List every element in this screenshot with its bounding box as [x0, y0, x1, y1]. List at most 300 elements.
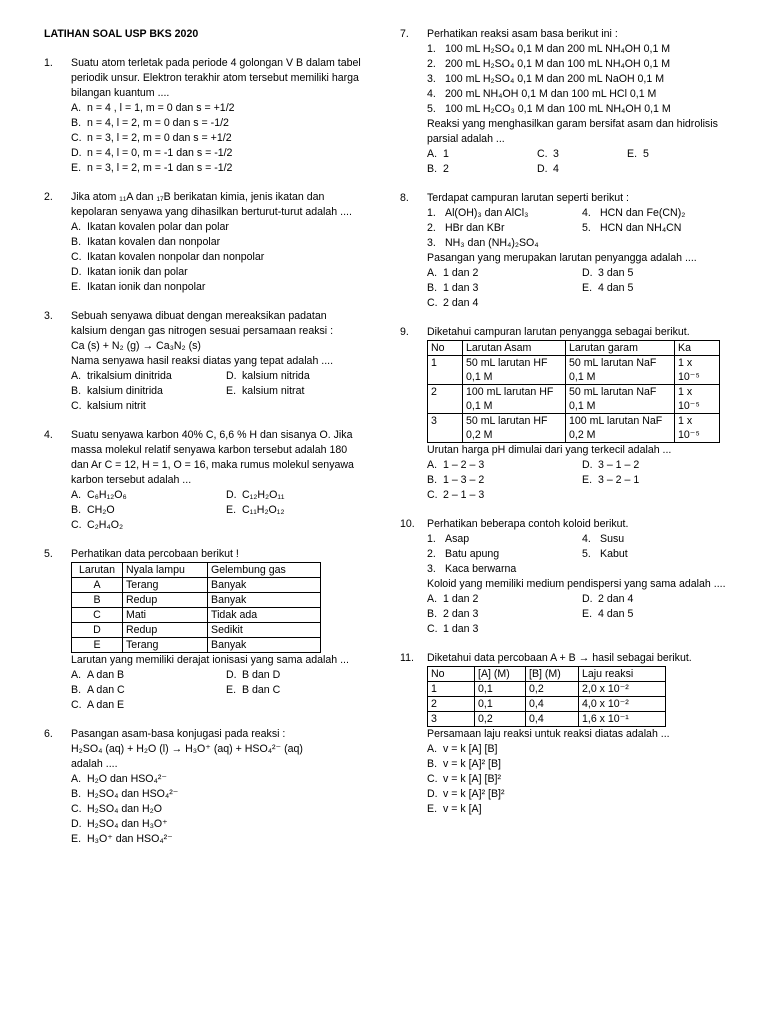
option-text: 1 dan 3 [443, 282, 479, 294]
question-2 [44, 190, 364, 295]
option-list [71, 220, 364, 295]
data-table [427, 340, 720, 443]
answer-option [71, 369, 226, 384]
table-cell: Banyak [208, 593, 321, 608]
table-cell: A [72, 578, 123, 593]
table-cell: E [72, 638, 123, 653]
option-letter: A. [71, 669, 82, 681]
option-letter: B. [71, 788, 82, 800]
question-number: 4. [44, 429, 53, 441]
question-prompt: Reaksi yang menghasilkan garam bersifat asam dan hidrolisis parsial adalah ... [427, 118, 718, 145]
table-cell: 3 [428, 414, 463, 443]
option-letter: B. [427, 474, 438, 486]
option-text: 1 dan 3 [443, 623, 479, 635]
option-letter: E. [427, 803, 438, 815]
table-row [72, 578, 321, 593]
data-table [71, 562, 321, 653]
option-letter: D. [226, 370, 237, 382]
question-prompt: Larutan yang memiliki derajat ionisasi yang sama adalah ... [71, 654, 349, 666]
answer-option [71, 146, 364, 161]
option-text: H₂SO₄ dan HSO₄²⁻ [87, 788, 179, 800]
question-stem: Sebuah senyawa dibuat dengan mereaksikan padatan kalsium dengan gas nitrogen sesuai persamaan reaksi : [71, 310, 334, 337]
answer-option [71, 265, 364, 280]
question-number: 3. [44, 310, 53, 322]
question-7 [400, 27, 730, 177]
option-letter: D. [582, 593, 593, 605]
item-text: 100 mL H₂SO₄ 0,1 M dan 200 mL NaOH 0,1 M [445, 73, 665, 85]
item-number: 2. [427, 548, 436, 560]
left-question-list [44, 56, 364, 533]
option-letter: A. [427, 743, 438, 755]
option-text: 3 – 2 – 1 [598, 474, 640, 486]
question-8 [400, 191, 730, 311]
question-5 [44, 547, 364, 713]
table-row [428, 385, 720, 414]
reaction-equation: Ca (s) + N₂ (g) → Ca₃N₂ (s) [71, 340, 201, 352]
option-letter: B. [427, 758, 438, 770]
question-stem: Perhatikan reaksi asam basa berikut ini : [427, 28, 618, 40]
table-header: [B] (M) [526, 667, 579, 682]
question-prompt: Urutan harga pH dimulai dari yang terkecil adalah ... [427, 444, 672, 456]
table-cell: 0,1 [475, 682, 526, 697]
answer-option [427, 802, 730, 817]
item-number: 1. [427, 43, 436, 55]
page-title: LATIHAN SOAL USP BKS 2020 [44, 28, 199, 40]
option-letter: C. [427, 297, 438, 309]
question-number: 1. [44, 57, 53, 69]
option-text: 3 [553, 148, 559, 160]
table-cell: 1 x 10⁻⁵ [675, 385, 720, 414]
answer-option [71, 698, 226, 713]
question-stem: Suatu senyawa karbon 40% C, 6,6 % H dan sisanya O. Jika massa molekul relatif senyawa karbon tersebut adalah 180 dan Ar C = 12, H = 1, O = 16, maka rumus molekul senyawa karbon tersebut adalah ... [71, 429, 354, 486]
option-letter: A. [427, 267, 438, 279]
option-text: 4 dan 5 [598, 282, 634, 294]
option-text: Ikatan ionik dan nonpolar [87, 281, 206, 293]
item-number: 4. [582, 533, 591, 545]
list-item [427, 206, 582, 221]
item-number: 2. [427, 58, 436, 70]
table-cell: Banyak [208, 578, 321, 593]
option-letter: C. [427, 623, 438, 635]
answer-option [71, 116, 364, 131]
question-10 [400, 517, 730, 637]
option-text: Ikatan kovalen polar dan polar [87, 221, 229, 233]
option-letter: D. [226, 669, 237, 681]
option-text: A dan C [87, 684, 125, 696]
answer-option [427, 266, 582, 281]
option-list [427, 592, 730, 637]
answer-option [71, 250, 364, 265]
item-text: Susu [600, 533, 625, 545]
question-number: 5. [44, 548, 53, 560]
answer-option [71, 668, 226, 683]
answer-option [71, 101, 364, 116]
table-header: Ka [675, 341, 720, 356]
answer-option [427, 607, 582, 622]
option-text: C₂H₄O₂ [87, 519, 124, 531]
answer-option [226, 503, 364, 518]
question-number: 11. [400, 652, 414, 664]
question-prompt: Koloid yang memiliki medium pendispersi yang sama adalah .... [427, 578, 726, 590]
list-item [427, 87, 730, 102]
list-item [582, 221, 730, 236]
answer-option [582, 592, 730, 607]
question-number: 9. [400, 326, 409, 338]
table-cell: 100 mL larutan HF 0,1 M [463, 385, 566, 414]
option-letter: D. [537, 163, 548, 175]
answer-option [71, 399, 226, 414]
option-letter: E. [582, 608, 593, 620]
table-cell: Terang [123, 638, 208, 653]
table-header-row [72, 563, 321, 578]
option-text: trikalsium dinitrida [87, 370, 172, 382]
answer-option [71, 384, 226, 399]
question-11 [400, 651, 730, 817]
item-number: 3. [427, 563, 436, 575]
list-item [427, 532, 582, 547]
data-table [427, 666, 666, 727]
question-stem: Perhatikan data percobaan berikut ! [71, 548, 239, 560]
list-item [427, 42, 730, 57]
answer-option [627, 147, 730, 162]
option-letter: A. [427, 148, 438, 160]
question-body [71, 428, 364, 533]
option-letter: A. [71, 370, 82, 382]
option-text: kalsium nitrat [242, 385, 305, 397]
answer-option [427, 281, 582, 296]
item-text: Kaca berwarna [445, 563, 517, 575]
answer-option [226, 683, 364, 698]
option-letter: C. [71, 400, 82, 412]
option-text: Ikatan kovalen nonpolar dan nonpolar [87, 251, 265, 263]
answer-option [427, 772, 730, 787]
option-text: v = k [A]² [B] [443, 758, 501, 770]
answer-option [427, 473, 582, 488]
option-text: B dan C [242, 684, 281, 696]
option-text: C₁₁H₂O₁₂ [242, 504, 285, 516]
question-number: 7. [400, 28, 409, 40]
table-header: No [428, 667, 475, 682]
option-list [71, 369, 364, 414]
table-cell: 50 mL larutan NaF 0,1 M [566, 356, 675, 385]
list-item [427, 102, 730, 117]
question-body [71, 547, 364, 713]
answer-option [71, 802, 364, 817]
list-item [427, 547, 582, 562]
option-text: 1 – 3 – 2 [443, 474, 485, 486]
answer-option [226, 668, 364, 683]
table-cell: 0,4 [526, 697, 579, 712]
option-text: 3 – 1 – 2 [598, 459, 640, 471]
answer-option [537, 162, 627, 177]
item-number: 4. [582, 207, 591, 219]
item-text: HCN dan NH₄CN [600, 222, 682, 234]
answer-option [427, 787, 730, 802]
option-text: 2 – 1 – 3 [443, 489, 485, 501]
answer-option [427, 458, 582, 473]
answer-option [537, 147, 627, 162]
item-text: Asap [445, 533, 470, 545]
table-cell: 1 x 10⁻⁵ [675, 356, 720, 385]
list-item [427, 57, 730, 72]
item-number: 2. [427, 222, 436, 234]
item-text: NH₃ dan (NH₄)₂SO₄ [445, 237, 539, 249]
option-letter: C. [427, 773, 438, 785]
table-row [72, 638, 321, 653]
answer-option [582, 473, 730, 488]
answer-option [582, 281, 730, 296]
table-header-row [428, 667, 666, 682]
answer-option [582, 458, 730, 473]
option-text: n = 4, l = 2, m = 0 dan s = -1/2 [87, 117, 229, 129]
table-row [72, 608, 321, 623]
option-text: 1 [443, 148, 449, 160]
option-letter: B. [427, 282, 438, 294]
answer-option [71, 817, 364, 832]
option-letter: C. [71, 251, 82, 263]
table-row [428, 682, 666, 697]
option-text: kalsium nitrit [87, 400, 146, 412]
table-cell: Mati [123, 608, 208, 623]
table-row [72, 623, 321, 638]
option-text: 5 [643, 148, 649, 160]
list-item [582, 547, 730, 562]
answer-option [71, 683, 226, 698]
table-header: Gelembung gas [208, 563, 321, 578]
question-body [71, 727, 364, 847]
question-1 [44, 56, 364, 176]
answer-option [71, 503, 226, 518]
option-letter: B. [71, 684, 82, 696]
answer-option [582, 266, 730, 281]
question-body [427, 325, 730, 503]
list-item [427, 72, 730, 87]
option-letter: E. [226, 504, 237, 516]
option-letter: E. [71, 281, 82, 293]
item-number: 3. [427, 237, 436, 249]
table-row [428, 414, 720, 443]
table-cell: 3 [428, 712, 475, 727]
option-text: v = k [A] [B]² [443, 773, 501, 785]
option-text: kalsium nitrida [242, 370, 310, 382]
list-item [427, 236, 582, 251]
option-letter: B. [427, 163, 438, 175]
answer-option [427, 296, 582, 311]
table-header: [A] (M) [475, 667, 526, 682]
left-column [44, 27, 364, 861]
option-letter: C. [427, 489, 438, 501]
table-cell: 1 [428, 356, 463, 385]
option-text: 2 dan 4 [598, 593, 634, 605]
option-text: C₁₂H₂O₁₁ [242, 489, 285, 501]
option-letter: B. [427, 608, 438, 620]
option-letter: E. [226, 385, 237, 397]
option-letter: A. [71, 221, 82, 233]
item-number: 4. [427, 88, 436, 100]
option-text: Ikatan kovalen dan nonpolar [87, 236, 221, 248]
option-text: H₂SO₄ dan H₃O⁺ [87, 818, 168, 830]
option-letter: C. [71, 699, 82, 711]
option-letter: B. [71, 236, 82, 248]
question-body [427, 517, 730, 637]
answer-option [71, 787, 364, 802]
option-text: B dan D [242, 669, 281, 681]
question-6 [44, 727, 364, 847]
option-letter: C. [71, 519, 82, 531]
option-text: 4 dan 5 [598, 608, 634, 620]
item-text: 200 mL H₂SO₄ 0,1 M dan 100 mL NH₄OH 0,1 M [445, 58, 671, 70]
item-text: 100 mL H₂CO₃ 0,1 M dan 100 mL NH₄OH 0,1 M [445, 103, 671, 115]
table-cell: 50 mL larutan NaF 0,1 M [566, 385, 675, 414]
option-text: H₂O dan HSO₄²⁻ [87, 773, 167, 785]
answer-option [71, 772, 364, 787]
answer-option [71, 832, 364, 847]
option-list [71, 101, 364, 176]
option-letter: D. [582, 267, 593, 279]
option-text: 4 [553, 163, 559, 175]
table-cell: 1 [428, 682, 475, 697]
option-text: A dan E [87, 699, 125, 711]
option-text: CH₂O [87, 504, 115, 516]
table-row [428, 697, 666, 712]
question-prompt: Persamaan laju reaksi untuk reaksi diatas adalah ... [427, 728, 670, 740]
answer-option [427, 742, 730, 757]
option-list [427, 266, 730, 311]
answer-option [427, 162, 537, 177]
option-letter: D. [226, 489, 237, 501]
table-cell: 1,6 x 10⁻¹ [579, 712, 666, 727]
table-header: No [428, 341, 463, 356]
answer-option [226, 488, 364, 503]
option-text: kalsium dinitrida [87, 385, 163, 397]
option-text: Ikatan ionik dan polar [87, 266, 188, 278]
reaction-equation: H₂SO₄ (aq) + H₂O (l) → H₃O⁺ (aq) + HSO₄²⁻ (aq) [71, 743, 303, 755]
option-letter: D. [582, 459, 593, 471]
table-cell: 0,4 [526, 712, 579, 727]
list-item [427, 221, 582, 236]
question-body [427, 191, 730, 311]
table-cell: Sedikit [208, 623, 321, 638]
answer-option [582, 607, 730, 622]
table-cell: 1 x 10⁻⁵ [675, 414, 720, 443]
table-cell: Tidak ada [208, 608, 321, 623]
option-text: v = k [A]² [B]² [443, 788, 505, 800]
list-item [582, 532, 730, 547]
option-text: A dan B [87, 669, 125, 681]
question-body [427, 27, 730, 177]
question-stem: Diketahui campuran larutan penyangga sebagai berikut. [427, 326, 690, 338]
item-text: Kabut [600, 548, 628, 560]
question-number: 2. [44, 191, 53, 203]
option-text: v = k [A] [B] [443, 743, 498, 755]
table-cell: B [72, 593, 123, 608]
option-letter: C. [71, 132, 82, 144]
option-text: n = 4, l = 0, m = -1 dan s = -1/2 [87, 147, 233, 159]
table-header: Laju reaksi [579, 667, 666, 682]
option-letter: C. [537, 148, 548, 160]
question-stem: Terdapat campuran larutan seperti berikut : [427, 192, 629, 204]
table-cell: 0,2 [526, 682, 579, 697]
table-cell: Redup [123, 623, 208, 638]
question-stem: Pasangan asam-basa konjugasi pada reaksi : [71, 728, 286, 740]
option-text: n = 4 , l = 1, m = 0 dan s = +1/2 [87, 102, 235, 114]
item-number: 3. [427, 73, 436, 85]
option-letter: A. [71, 102, 82, 114]
option-text: C₆H₁₂O₆ [87, 489, 127, 501]
item-list [427, 532, 730, 577]
option-list [71, 488, 364, 533]
table-cell: 0,2 [475, 712, 526, 727]
option-letter: E. [627, 148, 638, 160]
question-number: 6. [44, 728, 53, 740]
question-stem: Jika atom ₁₁A dan ₁₇B berikatan kimia, jenis ikatan dan kepolaran senyawa yang dihasilkan berturut-turut adalah .... [71, 191, 352, 218]
table-cell: 4,0 x 10⁻² [579, 697, 666, 712]
option-letter: E. [71, 162, 82, 174]
table-row [428, 712, 666, 727]
table-header-row [428, 341, 720, 356]
table-header: Larutan Asam [463, 341, 566, 356]
option-letter: A. [427, 459, 438, 471]
option-letter: B. [71, 385, 82, 397]
option-list [71, 772, 364, 847]
item-text: HBr dan KBr [445, 222, 505, 234]
list-item [582, 206, 730, 221]
answer-option [71, 161, 364, 176]
table-cell: C [72, 608, 123, 623]
option-letter: D. [71, 147, 82, 159]
answer-option [427, 757, 730, 772]
option-text: H₃O⁺ dan HSO₄²⁻ [87, 833, 173, 845]
question-9 [400, 325, 730, 503]
question-number: 10. [400, 518, 415, 530]
answer-option [427, 147, 537, 162]
option-text: n = 3, l = 2, m = -1 dan s = -1/2 [87, 162, 233, 174]
option-letter: E. [71, 833, 82, 845]
question-3 [44, 309, 364, 414]
right-column [400, 27, 730, 831]
table-cell: 2 [428, 697, 475, 712]
table-cell: 100 mL larutan NaF 0,2 M [566, 414, 675, 443]
question-stem: Nama senyawa hasil reaksi diatas yang tepat adalah .... [71, 355, 334, 367]
item-number: 1. [427, 533, 436, 545]
table-cell: 50 mL larutan HF 0,2 M [463, 414, 566, 443]
item-text: HCN dan Fe(CN)₂ [600, 207, 686, 219]
item-number: 5. [582, 548, 591, 560]
table-cell: Redup [123, 593, 208, 608]
option-letter: B. [71, 117, 82, 129]
item-text: Al(OH)₃ dan AlCl₃ [445, 207, 529, 219]
item-list [427, 42, 730, 117]
option-list [71, 668, 364, 713]
answer-option [71, 518, 226, 533]
answer-option [71, 131, 364, 146]
item-number: 5. [582, 222, 591, 234]
item-number: 1. [427, 207, 436, 219]
item-text: Batu apung [445, 548, 500, 560]
question-4 [44, 428, 364, 533]
answer-option [427, 488, 582, 503]
table-cell: 2 [428, 385, 463, 414]
table-row [428, 356, 720, 385]
option-letter: D. [427, 788, 438, 800]
table-cell: 2,0 x 10⁻² [579, 682, 666, 697]
option-text: H₂SO₄ dan H₂O [87, 803, 162, 815]
option-text: 2 dan 3 [443, 608, 479, 620]
option-letter: A. [71, 773, 82, 785]
option-list [427, 147, 730, 177]
option-letter: C. [71, 803, 82, 815]
table-cell: 0,1 [475, 697, 526, 712]
